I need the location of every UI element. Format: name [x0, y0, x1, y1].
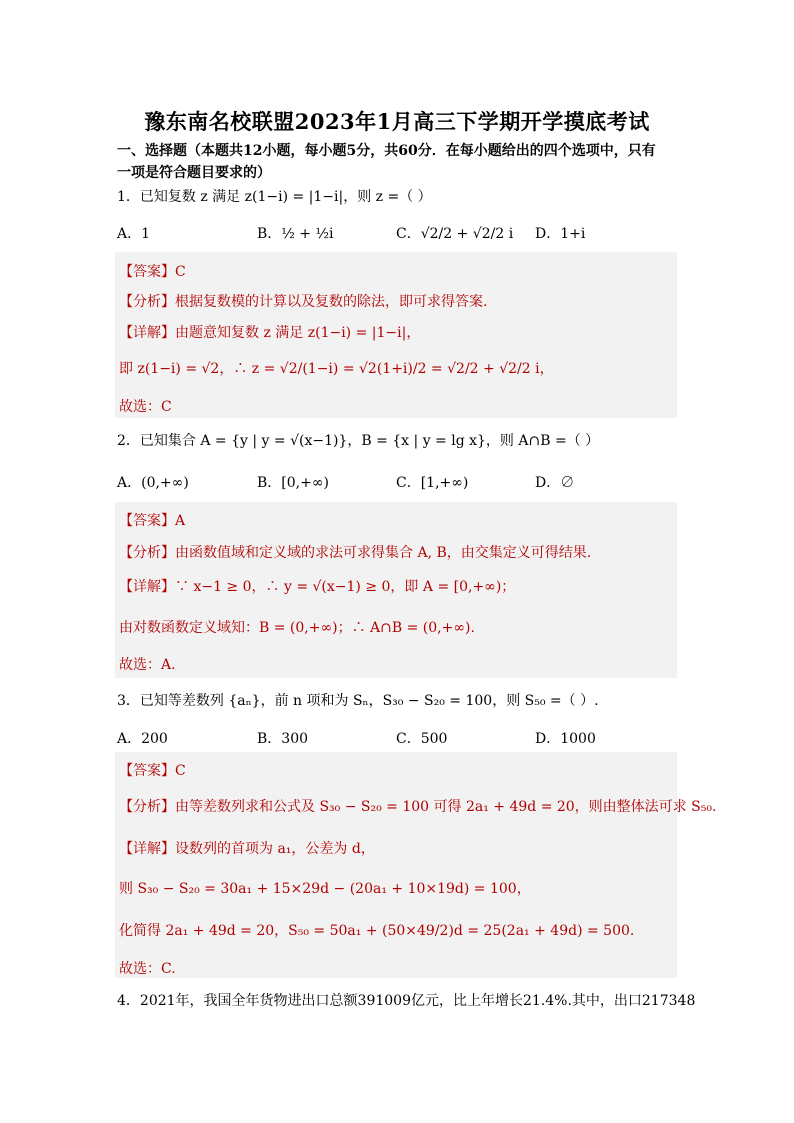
question-2-option-c: C．[1,+∞) [396, 475, 469, 491]
question-3-option-a: A．200 [117, 731, 168, 747]
question-1-option-b: B．½ + ½i [257, 226, 334, 242]
question-1-analysis: 【分析】根据复数模的计算以及复数的除法，即可求得答案. [119, 294, 488, 310]
question-2-option-d: D．∅ [535, 475, 575, 491]
question-3-detail-2: 则 S₃₀ − S₂₀ = 30a₁ + 15×29d − (20a₁ + 10×19d) = 100， [119, 881, 531, 897]
question-1-option-c: C．√2/2 + √2/2 i [396, 226, 514, 242]
section-heading-line1: 一、选择题（本题共12小题，每小题5分，共60分．在每小题给出的四个选项中，只有 [117, 143, 656, 159]
question-3-stem: 3．已知等差数列 {aₙ}，前 n 项和为 Sₙ，S₃₀ − S₂₀ = 100，则 S₅₀ =（ ）. [117, 693, 599, 709]
section-heading [117, 140, 677, 184]
question-3-detail-3: 化简得 2a₁ + 49d = 20，S₅₀ = 50a₁ + (50×49/2)d = 25(2a₁ + 49d) = 500. [119, 923, 635, 939]
question-2-option-b: B．[0,+∞) [257, 475, 329, 491]
question-3-option-b: B．300 [257, 731, 309, 747]
section-heading-line2: 一项是符合题目要求的） [117, 165, 271, 181]
question-3-option-d: D．1000 [535, 731, 596, 747]
question-2-stem: 2．已知集合 A = {y | y = √(x−1)}，B = {x | y = lg x}，则 A∩B =（ ） [117, 433, 600, 449]
question-1-stem: 1．已知复数 z 满足 z(1−i) = |1−i|，则 z =（ ） [117, 189, 432, 205]
question-3-analysis: 【分析】由等差数列求和公式及 S₃₀ − S₂₀ = 100 可得 2a₁ + 49d = 20，则由整体法可求 S₅₀. [119, 799, 717, 815]
question-1-detail-1: 【详解】由题意知复数 z 满足 z(1−i) = |1−i|， [119, 325, 421, 341]
question-2-analysis: 【分析】由函数值域和定义域的求法可求得集合 A, B，由交集定义可得结果. [119, 545, 592, 561]
question-2-detail-2: 由对数函数定义域知：B = (0,+∞)；∴ A∩B = (0,+∞). [119, 620, 475, 636]
question-1-option-a: A．1 [117, 226, 151, 242]
question-1-answer: 【答案】C [119, 264, 186, 280]
question-1-detail-2: 即 z(1−i) = √2，∴ z = √2/(1−i) = √2(1+i)/2 = √2/2 + √2/2 i， [119, 361, 554, 377]
question-1-option-d: D．1+i [535, 226, 586, 242]
question-4-stem-partial: 4．2021年，我国全年货物进出口总额391009亿元，比上年增长21.4%.其中，出口217348 [117, 993, 696, 1009]
question-3-choice: 故选：C. [119, 961, 176, 977]
question-2-answer: 【答案】A [119, 513, 186, 529]
question-1-choice: 故选：C [119, 399, 172, 415]
question-2-choice: 故选：A. [119, 657, 176, 673]
question-3-detail-1: 【详解】设数列的首项为 a₁，公差为 d， [119, 841, 375, 857]
exam-title: 豫东南名校联盟2023年1月高三下学期开学摸底考试 [144, 109, 650, 134]
question-3-answer-panel [115, 752, 677, 978]
question-3-answer: 【答案】C [119, 763, 186, 779]
question-2-detail-1: 【详解】∵ x−1 ≥ 0，∴ y = √(x−1) ≥ 0，即 A = [0,+∞)； [119, 579, 516, 595]
question-3-option-c: C．500 [396, 731, 448, 747]
question-2-option-a: A．(0,+∞) [117, 475, 189, 491]
